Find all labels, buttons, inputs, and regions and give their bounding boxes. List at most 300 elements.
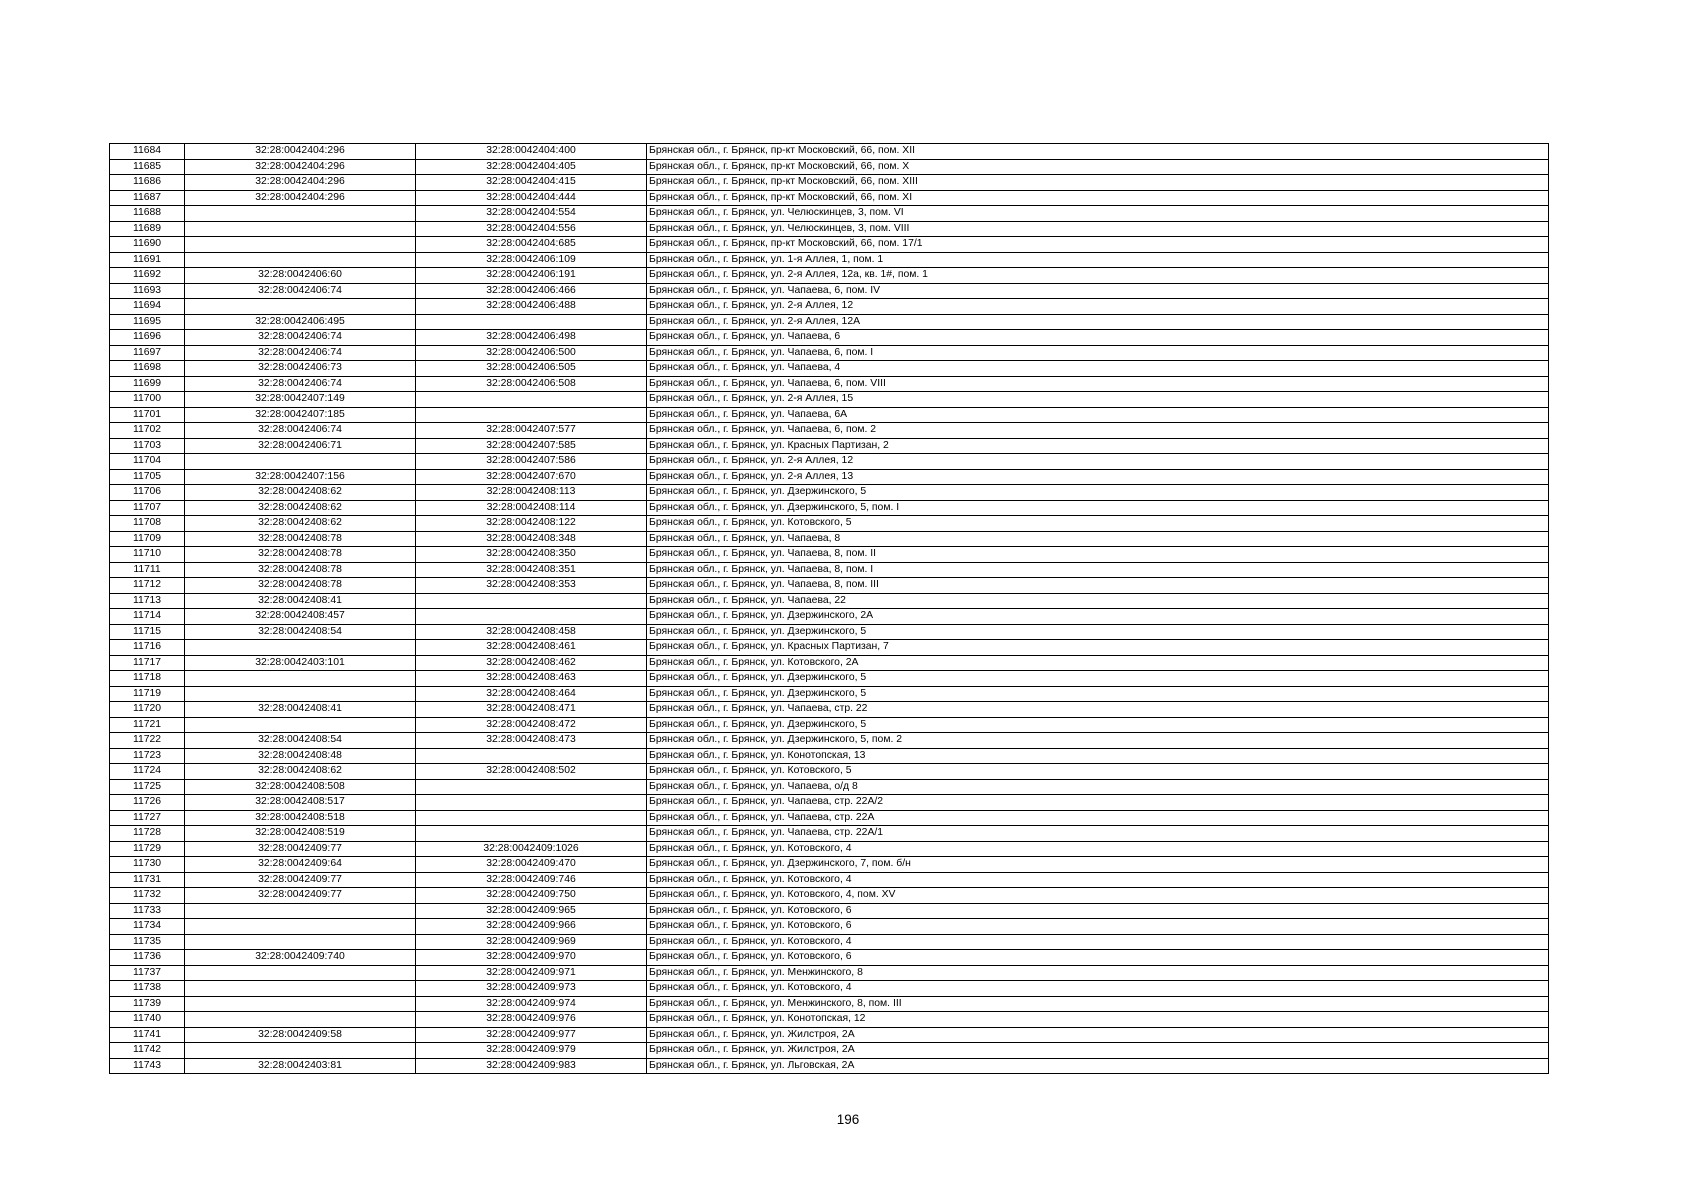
address-cell: Брянская обл., г. Брянск, пр-кт Московский, 66, пом. XIII — [647, 175, 1549, 191]
table-row — [110, 252, 1549, 268]
parent-cadastral-number-cell — [185, 206, 416, 222]
table-row — [110, 950, 1549, 966]
address-cell: Брянская обл., г. Брянск, ул. Котовского, 4 — [647, 841, 1549, 857]
address-cell: Брянская обл., г. Брянск, ул. Дзержинского, 5 — [647, 485, 1549, 501]
table-row — [110, 1058, 1549, 1074]
parent-cadastral-number-cell: 32:28:0042407:149 — [185, 392, 416, 408]
row-number-cell: 11713 — [110, 593, 185, 609]
address-cell: Брянская обл., г. Брянск, ул. 2-я Аллея, 15 — [647, 392, 1549, 408]
cadastral-number-cell: 32:28:0042409:974 — [416, 996, 647, 1012]
table-row — [110, 717, 1549, 733]
parent-cadastral-number-cell: 32:28:0042403:101 — [185, 655, 416, 671]
cadastral-number-cell: 32:28:0042406:109 — [416, 252, 647, 268]
cadastral-number-cell: 32:28:0042409:970 — [416, 950, 647, 966]
cadastral-number-cell: 32:28:0042406:508 — [416, 376, 647, 392]
parent-cadastral-number-cell — [185, 640, 416, 656]
row-number-cell: 11726 — [110, 795, 185, 811]
cadastral-number-cell: 32:28:0042408:502 — [416, 764, 647, 780]
address-cell: Брянская обл., г. Брянск, пр-кт Московский, 66, пом. X — [647, 159, 1549, 175]
address-cell: Брянская обл., г. Брянск, ул. Чапаева, 6, пом. IV — [647, 283, 1549, 299]
table-row — [110, 733, 1549, 749]
address-cell: Брянская обл., г. Брянск, ул. Дзержинского, 5, пом. I — [647, 500, 1549, 516]
parent-cadastral-number-cell: 32:28:0042404:296 — [185, 190, 416, 206]
address-cell: Брянская обл., г. Брянск, ул. Котовского, 4 — [647, 872, 1549, 888]
table-row — [110, 1043, 1549, 1059]
row-number-cell: 11720 — [110, 702, 185, 718]
address-cell: Брянская обл., г. Брянск, ул. Дзержинского, 5 — [647, 686, 1549, 702]
address-cell: Брянская обл., г. Брянск, ул. Котовского, 4 — [647, 981, 1549, 997]
cadastral-number-cell — [416, 779, 647, 795]
cadastral-number-cell: 32:28:0042408:473 — [416, 733, 647, 749]
cadastral-number-cell: 32:28:0042408:462 — [416, 655, 647, 671]
row-number-cell: 11727 — [110, 810, 185, 826]
row-number-cell: 11712 — [110, 578, 185, 594]
row-number-cell: 11740 — [110, 1012, 185, 1028]
cadastral-number-cell: 32:28:0042404:405 — [416, 159, 647, 175]
parent-cadastral-number-cell: 32:28:0042409:64 — [185, 857, 416, 873]
row-number-cell: 11704 — [110, 454, 185, 470]
row-number-cell: 11723 — [110, 748, 185, 764]
cadastral-number-cell: 32:28:0042408:463 — [416, 671, 647, 687]
table-row — [110, 702, 1549, 718]
table-row — [110, 469, 1549, 485]
row-number-cell: 11735 — [110, 934, 185, 950]
row-number-cell: 11687 — [110, 190, 185, 206]
table-row — [110, 221, 1549, 237]
address-cell: Брянская обл., г. Брянск, ул. Чапаева, 6, пом. 2 — [647, 423, 1549, 439]
register-table — [109, 143, 1549, 1074]
cadastral-number-cell: 32:28:0042406:191 — [416, 268, 647, 284]
row-number-cell: 11703 — [110, 438, 185, 454]
row-number-cell: 11707 — [110, 500, 185, 516]
row-number-cell: 11730 — [110, 857, 185, 873]
parent-cadastral-number-cell — [185, 965, 416, 981]
table-row — [110, 485, 1549, 501]
address-cell: Брянская обл., г. Брянск, ул. Чапаева, 8, пом. III — [647, 578, 1549, 594]
cadastral-number-cell: 32:28:0042406:505 — [416, 361, 647, 377]
address-cell: Брянская обл., г. Брянск, ул. 2-я Аллея, 12а, кв. 1#, пом. 1 — [647, 268, 1549, 284]
table-row — [110, 981, 1549, 997]
table-row — [110, 500, 1549, 516]
parent-cadastral-number-cell — [185, 996, 416, 1012]
address-cell: Брянская обл., г. Брянск, ул. Красных Партизан, 2 — [647, 438, 1549, 454]
parent-cadastral-number-cell: 32:28:0042408:54 — [185, 733, 416, 749]
cadastral-number-cell — [416, 795, 647, 811]
parent-cadastral-number-cell: 32:28:0042408:518 — [185, 810, 416, 826]
cadastral-number-cell: 32:28:0042408:348 — [416, 531, 647, 547]
cadastral-number-cell — [416, 392, 647, 408]
row-number-cell: 11742 — [110, 1043, 185, 1059]
cadastral-number-cell: 32:28:0042408:350 — [416, 547, 647, 563]
parent-cadastral-number-cell — [185, 1012, 416, 1028]
address-cell: Брянская обл., г. Брянск, ул. Дзержинского, 5 — [647, 717, 1549, 733]
address-cell: Брянская обл., г. Брянск, ул. 2-я Аллея, 13 — [647, 469, 1549, 485]
row-number-cell: 11729 — [110, 841, 185, 857]
table-row — [110, 175, 1549, 191]
row-number-cell: 11702 — [110, 423, 185, 439]
parent-cadastral-number-cell: 32:28:0042407:185 — [185, 407, 416, 423]
parent-cadastral-number-cell: 32:28:0042403:81 — [185, 1058, 416, 1074]
table-row — [110, 578, 1549, 594]
table-row — [110, 314, 1549, 330]
table-row — [110, 764, 1549, 780]
address-cell: Брянская обл., г. Брянск, ул. Чапаева, 6А — [647, 407, 1549, 423]
address-cell: Брянская обл., г. Брянск, ул. Котовского, 2А — [647, 655, 1549, 671]
table-row — [110, 934, 1549, 950]
row-number-cell: 11728 — [110, 826, 185, 842]
row-number-cell: 11737 — [110, 965, 185, 981]
table-row — [110, 965, 1549, 981]
parent-cadastral-number-cell — [185, 237, 416, 253]
cadastral-number-cell: 32:28:0042409:977 — [416, 1027, 647, 1043]
cadastral-number-cell: 32:28:0042404:685 — [416, 237, 647, 253]
address-cell: Брянская обл., г. Брянск, ул. Котовского, 6 — [647, 950, 1549, 966]
address-cell: Брянская обл., г. Брянск, ул. Челюскинцев, 3, пом. VI — [647, 206, 1549, 222]
table-row — [110, 376, 1549, 392]
parent-cadastral-number-cell: 32:28:0042404:296 — [185, 144, 416, 160]
parent-cadastral-number-cell: 32:28:0042404:296 — [185, 175, 416, 191]
parent-cadastral-number-cell: 32:28:0042408:78 — [185, 531, 416, 547]
address-cell: Брянская обл., г. Брянск, пр-кт Московский, 66, пом. XII — [647, 144, 1549, 160]
parent-cadastral-number-cell: 32:28:0042406:74 — [185, 330, 416, 346]
cadastral-number-cell: 32:28:0042406:466 — [416, 283, 647, 299]
row-number-cell: 11719 — [110, 686, 185, 702]
row-number-cell: 11706 — [110, 485, 185, 501]
address-cell: Брянская обл., г. Брянск, ул. Чапаева, 8 — [647, 531, 1549, 547]
table-row — [110, 392, 1549, 408]
row-number-cell: 11692 — [110, 268, 185, 284]
parent-cadastral-number-cell: 32:28:0042406:74 — [185, 283, 416, 299]
table-row — [110, 190, 1549, 206]
parent-cadastral-number-cell — [185, 934, 416, 950]
parent-cadastral-number-cell — [185, 686, 416, 702]
parent-cadastral-number-cell: 32:28:0042404:296 — [185, 159, 416, 175]
address-cell: Брянская обл., г. Брянск, ул. Чапаева, 8, пом. I — [647, 562, 1549, 578]
table-row — [110, 206, 1549, 222]
row-number-cell: 11698 — [110, 361, 185, 377]
address-cell: Брянская обл., г. Брянск, ул. Котовского, 5 — [647, 764, 1549, 780]
row-number-cell: 11699 — [110, 376, 185, 392]
parent-cadastral-number-cell: 32:28:0042408:41 — [185, 702, 416, 718]
row-number-cell: 11691 — [110, 252, 185, 268]
cadastral-number-cell: 32:28:0042408:351 — [416, 562, 647, 578]
parent-cadastral-number-cell: 32:28:0042409:58 — [185, 1027, 416, 1043]
row-number-cell: 11721 — [110, 717, 185, 733]
row-number-cell: 11700 — [110, 392, 185, 408]
row-number-cell: 11715 — [110, 624, 185, 640]
address-cell: Брянская обл., г. Брянск, ул. Чапаева, 6 — [647, 330, 1549, 346]
cadastral-number-cell: 32:28:0042408:458 — [416, 624, 647, 640]
parent-cadastral-number-cell: 32:28:0042406:60 — [185, 268, 416, 284]
address-cell: Брянская обл., г. Брянск, пр-кт Московский, 66, пом. 17/1 — [647, 237, 1549, 253]
table-row — [110, 330, 1549, 346]
table-row — [110, 237, 1549, 253]
cadastral-number-cell: 32:28:0042409:746 — [416, 872, 647, 888]
table-row — [110, 299, 1549, 315]
cadastral-number-cell: 32:28:0042409:979 — [416, 1043, 647, 1059]
parent-cadastral-number-cell — [185, 252, 416, 268]
row-number-cell: 11708 — [110, 516, 185, 532]
parent-cadastral-number-cell: 32:28:0042409:77 — [185, 841, 416, 857]
parent-cadastral-number-cell — [185, 221, 416, 237]
parent-cadastral-number-cell — [185, 671, 416, 687]
row-number-cell: 11710 — [110, 547, 185, 563]
row-number-cell: 11717 — [110, 655, 185, 671]
cadastral-number-cell: 32:28:0042406:498 — [416, 330, 647, 346]
cadastral-number-cell — [416, 748, 647, 764]
cadastral-number-cell: 32:28:0042407:586 — [416, 454, 647, 470]
parent-cadastral-number-cell: 32:28:0042406:74 — [185, 345, 416, 361]
address-cell: Брянская обл., г. Брянск, ул. 2-я Аллея, 12А — [647, 314, 1549, 330]
row-number-cell: 11722 — [110, 733, 185, 749]
address-cell: Брянская обл., г. Брянск, ул. Льговская, 2А — [647, 1058, 1549, 1074]
table-row — [110, 423, 1549, 439]
address-cell: Брянская обл., г. Брянск, ул. Дзержинского, 2А — [647, 609, 1549, 625]
address-cell: Брянская обл., г. Брянск, ул. Котовского, 4, пом. XV — [647, 888, 1549, 904]
table-row — [110, 748, 1549, 764]
cadastral-number-cell: 32:28:0042404:400 — [416, 144, 647, 160]
row-number-cell: 11711 — [110, 562, 185, 578]
parent-cadastral-number-cell: 32:28:0042408:62 — [185, 485, 416, 501]
table-row — [110, 609, 1549, 625]
address-cell: Брянская обл., г. Брянск, ул. 2-я Аллея, 12 — [647, 299, 1549, 315]
address-cell: Брянская обл., г. Брянск, ул. Жилстроя, 2А — [647, 1027, 1549, 1043]
cadastral-number-cell: 32:28:0042409:965 — [416, 903, 647, 919]
cadastral-number-cell: 32:28:0042408:122 — [416, 516, 647, 532]
cadastral-number-cell — [416, 593, 647, 609]
page-number: 196 — [836, 1112, 860, 1127]
table-row — [110, 841, 1549, 857]
cadastral-number-cell: 32:28:0042408:472 — [416, 717, 647, 733]
parent-cadastral-number-cell: 32:28:0042409:77 — [185, 888, 416, 904]
row-number-cell: 11738 — [110, 981, 185, 997]
parent-cadastral-number-cell: 32:28:0042407:156 — [185, 469, 416, 485]
table-row — [110, 407, 1549, 423]
cadastral-number-cell — [416, 407, 647, 423]
table-row — [110, 919, 1549, 935]
parent-cadastral-number-cell: 32:28:0042409:740 — [185, 950, 416, 966]
cadastral-number-cell: 32:28:0042404:556 — [416, 221, 647, 237]
cadastral-number-cell: 32:28:0042408:464 — [416, 686, 647, 702]
parent-cadastral-number-cell — [185, 299, 416, 315]
row-number-cell: 11714 — [110, 609, 185, 625]
cadastral-number-cell: 32:28:0042404:415 — [416, 175, 647, 191]
cadastral-number-cell — [416, 826, 647, 842]
cadastral-number-cell: 32:28:0042407:670 — [416, 469, 647, 485]
cadastral-number-cell: 32:28:0042408:471 — [416, 702, 647, 718]
cadastral-number-cell: 32:28:0042404:444 — [416, 190, 647, 206]
table-row — [110, 345, 1549, 361]
address-cell: Брянская обл., г. Брянск, ул. Конотопская, 13 — [647, 748, 1549, 764]
row-number-cell: 11684 — [110, 144, 185, 160]
cadastral-number-cell: 32:28:0042409:966 — [416, 919, 647, 935]
cadastral-number-cell — [416, 609, 647, 625]
address-cell: Брянская обл., г. Брянск, ул. Чапаева, 4 — [647, 361, 1549, 377]
address-cell: Брянская обл., г. Брянск, ул. Котовского, 5 — [647, 516, 1549, 532]
parent-cadastral-number-cell: 32:28:0042408:517 — [185, 795, 416, 811]
address-cell: Брянская обл., г. Брянск, ул. Челюскинцев, 3, пом. VIII — [647, 221, 1549, 237]
address-cell: Брянская обл., г. Брянск, ул. Чапаева, стр. 22А — [647, 810, 1549, 826]
cadastral-number-cell: 32:28:0042408:113 — [416, 485, 647, 501]
table-row — [110, 671, 1549, 687]
table-row — [110, 1027, 1549, 1043]
parent-cadastral-number-cell: 32:28:0042406:74 — [185, 423, 416, 439]
row-number-cell: 11689 — [110, 221, 185, 237]
parent-cadastral-number-cell — [185, 919, 416, 935]
table-row — [110, 562, 1549, 578]
table-row — [110, 438, 1549, 454]
parent-cadastral-number-cell: 32:28:0042408:78 — [185, 562, 416, 578]
table-row — [110, 996, 1549, 1012]
parent-cadastral-number-cell — [185, 1043, 416, 1059]
cadastral-number-cell: 32:28:0042408:353 — [416, 578, 647, 594]
parent-cadastral-number-cell — [185, 903, 416, 919]
row-number-cell: 11697 — [110, 345, 185, 361]
parent-cadastral-number-cell — [185, 717, 416, 733]
table-row — [110, 144, 1549, 160]
parent-cadastral-number-cell: 32:28:0042408:54 — [185, 624, 416, 640]
address-cell: Брянская обл., г. Брянск, ул. Чапаева, стр. 22А/2 — [647, 795, 1549, 811]
parent-cadastral-number-cell: 32:28:0042408:48 — [185, 748, 416, 764]
table-row — [110, 655, 1549, 671]
row-number-cell: 11736 — [110, 950, 185, 966]
table-row — [110, 547, 1549, 563]
cadastral-number-cell — [416, 810, 647, 826]
row-number-cell: 11725 — [110, 779, 185, 795]
table-row — [110, 857, 1549, 873]
row-number-cell: 11705 — [110, 469, 185, 485]
table-row — [110, 903, 1549, 919]
parent-cadastral-number-cell: 32:28:0042408:457 — [185, 609, 416, 625]
address-cell: Брянская обл., г. Брянск, пр-кт Московский, 66, пом. XI — [647, 190, 1549, 206]
parent-cadastral-number-cell: 32:28:0042408:62 — [185, 764, 416, 780]
address-cell: Брянская обл., г. Брянск, ул. Чапаева, 6, пом. VIII — [647, 376, 1549, 392]
row-number-cell: 11716 — [110, 640, 185, 656]
table-row — [110, 686, 1549, 702]
parent-cadastral-number-cell: 32:28:0042408:519 — [185, 826, 416, 842]
row-number-cell: 11734 — [110, 919, 185, 935]
address-cell: Брянская обл., г. Брянск, ул. 1-я Аллея, 1, пом. 1 — [647, 252, 1549, 268]
table-row — [110, 888, 1549, 904]
parent-cadastral-number-cell: 32:28:0042408:78 — [185, 578, 416, 594]
cadastral-number-cell: 32:28:0042409:750 — [416, 888, 647, 904]
cadastral-number-cell: 32:28:0042409:470 — [416, 857, 647, 873]
row-number-cell: 11685 — [110, 159, 185, 175]
parent-cadastral-number-cell: 32:28:0042406:73 — [185, 361, 416, 377]
row-number-cell: 11733 — [110, 903, 185, 919]
table-row — [110, 454, 1549, 470]
parent-cadastral-number-cell: 32:28:0042406:495 — [185, 314, 416, 330]
cadastral-number-cell: 32:28:0042407:577 — [416, 423, 647, 439]
row-number-cell: 11690 — [110, 237, 185, 253]
address-cell: Брянская обл., г. Брянск, ул. Чапаева, 6, пом. I — [647, 345, 1549, 361]
row-number-cell: 11739 — [110, 996, 185, 1012]
table-row — [110, 779, 1549, 795]
row-number-cell: 11741 — [110, 1027, 185, 1043]
cadastral-number-cell: 32:28:0042409:973 — [416, 981, 647, 997]
address-cell: Брянская обл., г. Брянск, ул. Менжинского, 8, пом. III — [647, 996, 1549, 1012]
parent-cadastral-number-cell: 32:28:0042406:74 — [185, 376, 416, 392]
row-number-cell: 11696 — [110, 330, 185, 346]
table-row — [110, 872, 1549, 888]
row-number-cell: 11701 — [110, 407, 185, 423]
cadastral-number-cell: 32:28:0042409:1026 — [416, 841, 647, 857]
row-number-cell: 11731 — [110, 872, 185, 888]
cadastral-number-cell: 32:28:0042406:500 — [416, 345, 647, 361]
cadastral-number-cell: 32:28:0042407:585 — [416, 438, 647, 454]
parent-cadastral-number-cell: 32:28:0042408:62 — [185, 500, 416, 516]
table-row — [110, 810, 1549, 826]
row-number-cell: 11718 — [110, 671, 185, 687]
row-number-cell: 11709 — [110, 531, 185, 547]
cadastral-number-cell: 32:28:0042408:461 — [416, 640, 647, 656]
table-row — [110, 593, 1549, 609]
cadastral-number-cell: 32:28:0042409:983 — [416, 1058, 647, 1074]
table-row — [110, 361, 1549, 377]
address-cell: Брянская обл., г. Брянск, ул. Котовского, 6 — [647, 903, 1549, 919]
parent-cadastral-number-cell: 32:28:0042408:62 — [185, 516, 416, 532]
address-cell: Брянская обл., г. Брянск, ул. Чапаева, 22 — [647, 593, 1549, 609]
parent-cadastral-number-cell — [185, 981, 416, 997]
table-row — [110, 640, 1549, 656]
row-number-cell: 11695 — [110, 314, 185, 330]
row-number-cell: 11724 — [110, 764, 185, 780]
cadastral-number-cell: 32:28:0042409:971 — [416, 965, 647, 981]
row-number-cell: 11686 — [110, 175, 185, 191]
table-row — [110, 159, 1549, 175]
table-row — [110, 268, 1549, 284]
table-row — [110, 283, 1549, 299]
address-cell: Брянская обл., г. Брянск, ул. Дзержинского, 5 — [647, 624, 1549, 640]
address-cell: Брянская обл., г. Брянск, ул. 2-я Аллея, 12 — [647, 454, 1549, 470]
row-number-cell: 11693 — [110, 283, 185, 299]
table-row — [110, 826, 1549, 842]
address-cell: Брянская обл., г. Брянск, ул. Чапаева, о/д 8 — [647, 779, 1549, 795]
cadastral-number-cell: 32:28:0042406:488 — [416, 299, 647, 315]
cadastral-number-cell: 32:28:0042404:554 — [416, 206, 647, 222]
parent-cadastral-number-cell: 32:28:0042406:71 — [185, 438, 416, 454]
table-row — [110, 531, 1549, 547]
table-row — [110, 1012, 1549, 1028]
table-row — [110, 516, 1549, 532]
register-sheet — [109, 143, 1548, 1074]
row-number-cell: 11743 — [110, 1058, 185, 1074]
cadastral-number-cell: 32:28:0042409:969 — [416, 934, 647, 950]
address-cell: Брянская обл., г. Брянск, ул. Чапаева, стр. 22 — [647, 702, 1549, 718]
row-number-cell: 11688 — [110, 206, 185, 222]
row-number-cell: 11694 — [110, 299, 185, 315]
address-cell: Брянская обл., г. Брянск, ул. Жилстроя, 2А — [647, 1043, 1549, 1059]
table-row — [110, 795, 1549, 811]
cadastral-number-cell: 32:28:0042408:114 — [416, 500, 647, 516]
address-cell: Брянская обл., г. Брянск, ул. Чапаева, 8, пом. II — [647, 547, 1549, 563]
address-cell: Брянская обл., г. Брянск, ул. Дзержинского, 7, пом. б/н — [647, 857, 1549, 873]
address-cell: Брянская обл., г. Брянск, ул. Конотопская, 12 — [647, 1012, 1549, 1028]
row-number-cell: 11732 — [110, 888, 185, 904]
parent-cadastral-number-cell: 32:28:0042409:77 — [185, 872, 416, 888]
parent-cadastral-number-cell — [185, 454, 416, 470]
address-cell: Брянская обл., г. Брянск, ул. Дзержинского, 5 — [647, 671, 1549, 687]
address-cell: Брянская обл., г. Брянск, ул. Котовского, 4 — [647, 934, 1549, 950]
parent-cadastral-number-cell: 32:28:0042408:41 — [185, 593, 416, 609]
cadastral-number-cell: 32:28:0042409:976 — [416, 1012, 647, 1028]
address-cell: Брянская обл., г. Брянск, ул. Менжинского, 8 — [647, 965, 1549, 981]
address-cell: Брянская обл., г. Брянск, ул. Дзержинского, 5, пом. 2 — [647, 733, 1549, 749]
cadastral-number-cell — [416, 314, 647, 330]
table-row — [110, 624, 1549, 640]
parent-cadastral-number-cell: 32:28:0042408:78 — [185, 547, 416, 563]
address-cell: Брянская обл., г. Брянск, ул. Красных Партизан, 7 — [647, 640, 1549, 656]
